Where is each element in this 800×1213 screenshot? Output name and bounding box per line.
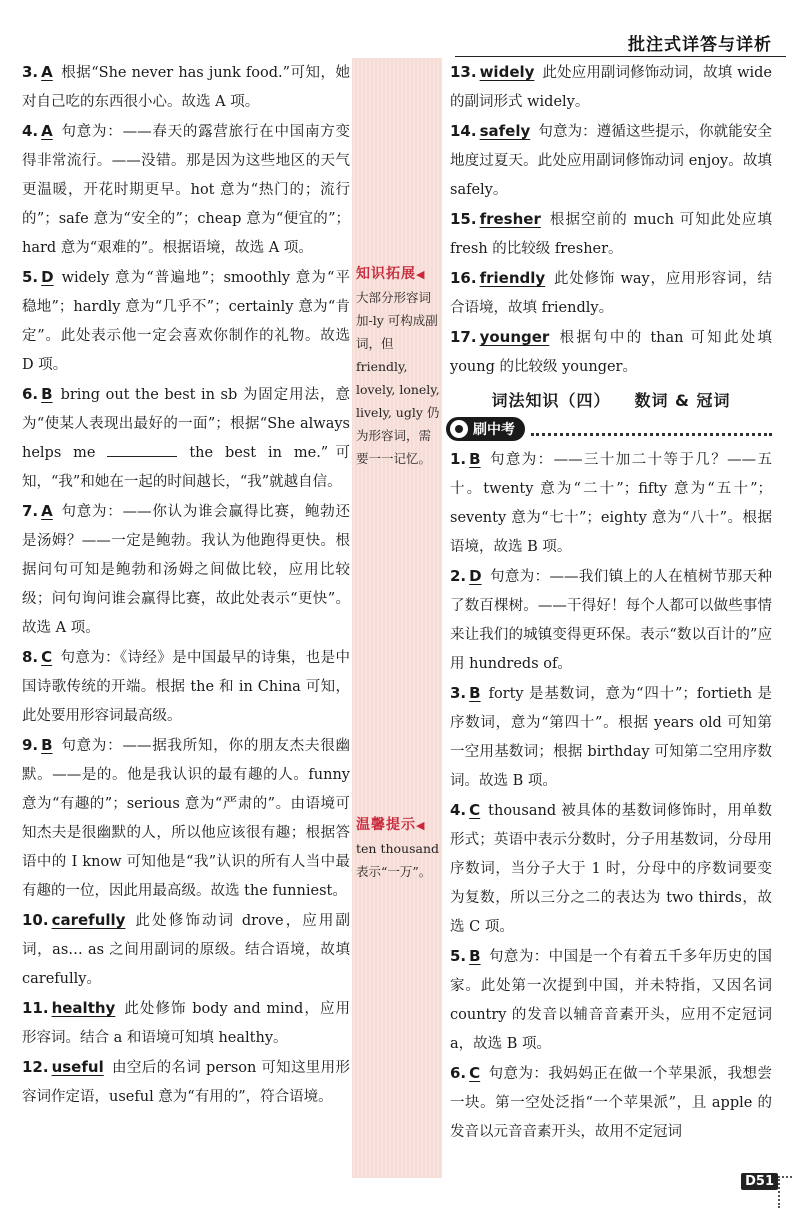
- corner-dots: [778, 1176, 792, 1208]
- entry-text: 此处修饰 body and mind，应用形容词。结合 a 和语境可知填 healthy。: [22, 1001, 350, 1046]
- entry-answer: safely: [479, 122, 531, 140]
- answer-entry: [22, 1053, 350, 1112]
- entry-number: 12.: [22, 1058, 49, 1076]
- answer-entry: [450, 58, 772, 117]
- entry-text: 此处应用副词修饰动词，故填 wide 的副词形式 widely。: [450, 65, 772, 110]
- entry-number: 3.: [450, 684, 467, 702]
- answer-entry: [450, 117, 772, 205]
- entry-text: forty 是基数词，意为“四十”；fortieth 是序数词，意为“第四十”。根据 years old 可知第一空用基数词；根据 birthday 可知第二空用序数词。故选 B 项。: [450, 686, 772, 789]
- entry-number: 9.: [22, 736, 39, 754]
- page-number: D51: [741, 1173, 778, 1190]
- entry-answer: useful: [51, 1058, 104, 1076]
- answer-entry: [450, 796, 772, 942]
- entry-answer: friendly: [479, 269, 546, 287]
- answer-entry: [450, 264, 772, 323]
- entry-answer: B: [41, 385, 53, 403]
- entry-number: 2.: [450, 567, 467, 585]
- right-column: [450, 58, 772, 1147]
- answer-entry: [450, 205, 772, 264]
- entry-answer: C: [469, 801, 481, 819]
- entry-answer: widely: [479, 63, 535, 81]
- badge-dot-icon: [450, 420, 468, 438]
- entry-text: 根据空前的 much 可知此处应填 fresh 的比较级 fresher。: [450, 212, 772, 257]
- entry-number: 14.: [450, 122, 477, 140]
- answer-entry: [22, 994, 350, 1053]
- section-title-b: 数词 & 冠词: [634, 391, 731, 410]
- entry-number: 4.: [450, 801, 467, 819]
- entry-number: 1.: [450, 450, 467, 468]
- entry-text: 句意为：——三十加二十等于几？——五十。twenty 意为“二十”；fifty 意为“五十”；seventy 意为“七十”；eighty 意为“八十”。根据语境，故选 B 项。: [450, 452, 772, 555]
- entry-answer: fresher: [479, 210, 541, 228]
- answer-entry: [450, 445, 772, 562]
- entry-answer: B: [41, 736, 53, 754]
- entry-text: 句意为：——你认为谁会赢得比赛，鲍勃还是汤姆？——一定是鲍勃。我认为他跑得更快。根据问句可知是鲍勃和汤姆之间做比较，应用比较级；问句询问谁会赢得比赛，故此处表示“更快”。故选 A 项。: [22, 504, 350, 636]
- margin-note-strip: [352, 58, 442, 1178]
- section-title: [450, 388, 772, 411]
- badge-label: 刷中考: [473, 422, 515, 438]
- side-note-text: ten thousand 表示“一万”。: [356, 841, 440, 879]
- entry-text: 句意为：——我们镇上的人在植树节那天种了数百棵树。——干得好！每个人都可以做些事情来让我们的城镇变得更环保。表示“数以百计的”应用 hundreds of。: [450, 569, 772, 672]
- entry-answer: younger: [479, 328, 550, 346]
- entry-text: bring out the best in sb 为固定用法，意为“使某人表现出最好的一面”；根据“She always helps me: [22, 387, 350, 461]
- entry-answer: A: [41, 63, 53, 81]
- entry-number: 8.: [22, 648, 39, 666]
- entry-number: 17.: [450, 328, 477, 346]
- answer-entry: [450, 323, 772, 382]
- answer-entry: [450, 679, 772, 796]
- entry-number: 3.: [22, 63, 39, 81]
- entry-number: 13.: [450, 63, 477, 81]
- entry-number: 7.: [22, 502, 39, 520]
- section-title-a: 词法知识（四）: [491, 391, 611, 410]
- entry-number: 15.: [450, 210, 477, 228]
- badge-row: [446, 417, 772, 441]
- entry-answer: B: [469, 947, 481, 965]
- entry-number: 6.: [22, 385, 39, 403]
- header-title: 批注式详答与详析: [628, 35, 772, 55]
- entry-answer: C: [469, 1064, 481, 1082]
- blank-line: [107, 442, 177, 457]
- entry-text: thousand 被具体的基数词修饰时，用单数形式；英语中表示分数时，分子用基数词，分母用序数词，当分子大于 1 时，分母中的序数词要变为复数，所以三分之二的表达为 two thirds，故选 C 项。: [450, 803, 772, 935]
- entry-text: 根据句中的 than 可知此处填 young 的比较级 younger。: [450, 330, 772, 375]
- entry-number: 6.: [450, 1064, 467, 1082]
- entry-text: 句意为：《诗经》是中国最早的诗集，也是中国诗歌传统的开端。根据 the 和 in China 可知，此处要用形容词最高级。: [22, 650, 350, 724]
- entry-answer: healthy: [51, 999, 116, 1017]
- entry-answer: B: [469, 684, 481, 702]
- entry-text: the best in me.”可知，“我”和她在一起的时间越长，“我”就越自信。: [22, 445, 351, 490]
- answer-entry: [22, 58, 350, 117]
- exam-badge: [446, 417, 525, 441]
- entry-text: 句意为：中国是一个有着五千多年历史的国家。此处第一次提到中国，并未特指，又因名词 country 的发音以辅音音素开头，应用不定冠词 a，故选 B 项。: [450, 949, 772, 1052]
- dotted-rule: [531, 423, 772, 436]
- answer-entry: [450, 942, 772, 1059]
- answer-entry: [22, 731, 350, 906]
- entry-number: 10.: [22, 911, 49, 929]
- entry-answer: A: [41, 502, 53, 520]
- entry-answer: A: [41, 122, 53, 140]
- entry-number: 11.: [22, 999, 49, 1017]
- entry-text: widely 意为“普遍地”；smoothly 意为“平稳地”；hardly 意为“几乎不”；certainly 意为“肯定”。此处表示他一定会喜欢你制作的礼物。故选 D 项。: [22, 270, 350, 373]
- entry-answer: D: [41, 268, 54, 286]
- entry-answer: D: [469, 567, 482, 585]
- answer-entry: [22, 380, 350, 497]
- left-column: [22, 58, 350, 1112]
- arrow-left-icon: ◀: [416, 268, 425, 281]
- entry-number: 5.: [22, 268, 39, 286]
- entry-answer: carefully: [51, 911, 126, 929]
- entry-number: 5.: [450, 947, 467, 965]
- side-note-tag: 知识拓展: [356, 266, 416, 282]
- entry-text: 句意为：遵循这些提示，你就能安全地度过夏天。此处应用副词修饰动词 enjoy。故填 safely。: [450, 124, 772, 198]
- answer-entry: [22, 906, 350, 994]
- side-note-tag: 温馨提示: [356, 817, 416, 833]
- entry-text: 句意为：我妈妈正在做一个苹果派，我想尝一块。第一空处泛指“一个苹果派”，且 apple 的发音以元音音素开头，故用不定冠词: [450, 1066, 772, 1140]
- header-divider: [455, 56, 786, 57]
- answer-entry: [22, 117, 350, 263]
- answer-entry: [22, 497, 350, 643]
- answer-entry: [22, 263, 350, 380]
- side-note-knowledge: [356, 262, 440, 470]
- answer-entry: [450, 1059, 772, 1147]
- entry-text: 由空后的名词 person 可知这里用形容词作定语，useful 意为“有用的”，符合语境。: [22, 1060, 350, 1105]
- side-note-text: 大部分形容词加-ly 可构成副词，但 friendly, lovely, lonely, lively, ugly 仍为形容词，需要一一记忆。: [356, 290, 440, 466]
- entry-text: 此处修饰动词 drove，应用副词，as… as 之间用副词的原级。结合语境，故填 carefully。: [22, 913, 350, 987]
- entry-number: 4.: [22, 122, 39, 140]
- entry-text: 句意为：——春天的露营旅行在中国南方变得非常流行。——没错。那是因为这些地区的天气更温暖，开花时期更早。hot 意为“热门的；流行的”；safe 意为“安全的”；cheap 意为“便宜的”；hard 意为“艰难的”。根据语境，故选 A 项。: [22, 124, 350, 256]
- answer-entry: [450, 562, 772, 679]
- answer-entry: [22, 643, 350, 731]
- entry-answer: C: [41, 648, 53, 666]
- arrow-left-icon: ◀: [416, 819, 425, 832]
- entry-text: 句意为：——据我所知，你的朋友杰夫很幽默。——是的。他是我认识的最有趣的人。funny 意为“有趣的”；serious 意为“严肃的”。由语境可知杰夫是很幽默的人，所以他应该很有趣；根据答语中的 I know 可知他是“我”认识的所有人当中最有趣的一位，因此用最高级。故选 the funniest。: [22, 738, 350, 899]
- entry-answer: B: [469, 450, 481, 468]
- entry-text: 根据“She never has junk food.”可知，她对自己吃的东西很小心。故选 A 项。: [22, 65, 350, 110]
- entry-number: 16.: [450, 269, 477, 287]
- side-note-tip: [356, 813, 440, 883]
- entry-text: 此处修饰 way，应用形容词，结合语境，故填 friendly。: [450, 271, 772, 316]
